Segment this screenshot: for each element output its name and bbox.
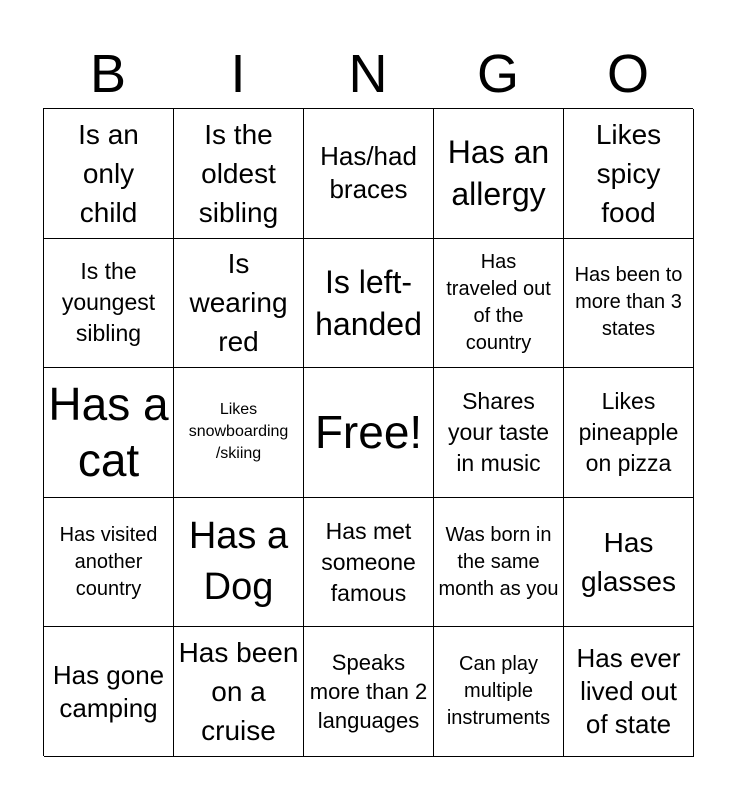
bingo-cell-r4c3[interactable] xyxy=(304,498,434,628)
bingo-cell-r3c3[interactable] xyxy=(304,368,434,498)
bingo-cell-r3c5[interactable] xyxy=(564,368,694,498)
cell-text: Has been to more than 3 states xyxy=(574,264,683,341)
bingo-cell-r2c2[interactable] xyxy=(174,239,304,369)
bingo-cell-r1c1[interactable] xyxy=(44,109,174,239)
bingo-cell-r4c1[interactable] xyxy=(44,498,174,628)
cell-text: Can play multiple instruments xyxy=(446,653,551,730)
cell-text: Shares your taste in music xyxy=(448,387,549,476)
bingo-cell-r5c2[interactable] xyxy=(174,627,304,757)
bingo-cell-r2c1[interactable] xyxy=(44,239,174,369)
cell-text: Has gone camping xyxy=(52,659,165,723)
cell-text: Is the oldest sibling xyxy=(198,118,279,228)
cell-text: Has visited another country xyxy=(59,523,158,600)
cell-text: Free! xyxy=(314,406,423,459)
bingo-cell-r3c4[interactable] xyxy=(434,368,564,498)
bingo-cell-r4c5[interactable] xyxy=(564,498,694,628)
bingo-cell-r5c5[interactable] xyxy=(564,627,694,757)
bingo-cell-r3c1[interactable] xyxy=(44,368,174,498)
bingo-cell-r1c3[interactable] xyxy=(304,109,434,239)
bingo-cell-r3c2[interactable] xyxy=(174,368,304,498)
cell-text: Has an allergy xyxy=(447,134,550,213)
header-letter-o: O xyxy=(606,44,649,104)
bingo-cell-r2c5[interactable] xyxy=(564,239,694,369)
cell-text: Has a cat xyxy=(48,378,169,487)
bingo-grid xyxy=(43,108,693,756)
bingo-cell-r1c5[interactable] xyxy=(564,109,694,239)
cell-text: Has/had braces xyxy=(320,141,417,205)
cell-text: Has been on a cruise xyxy=(178,637,299,747)
header-letter-i: I xyxy=(230,44,246,104)
bingo-cell-r4c2[interactable] xyxy=(174,498,304,628)
cell-text: Likes spicy food xyxy=(595,118,662,228)
bingo-cell-r2c3[interactable] xyxy=(304,239,434,369)
cell-text: Is an only child xyxy=(78,118,139,228)
cell-text: Is wearing red xyxy=(189,248,288,358)
header-letter-b: B xyxy=(89,44,127,104)
bingo-cell-r5c4[interactable] xyxy=(434,627,564,757)
bingo-cell-r1c4[interactable] xyxy=(434,109,564,239)
cell-text: Is left-handed xyxy=(315,263,422,342)
cell-text: Was born in the same month as you xyxy=(438,523,559,600)
cell-text: Has a Dog xyxy=(188,515,289,609)
cell-text: Has ever lived out of state xyxy=(576,643,681,740)
header-letter-n: N xyxy=(348,44,388,104)
bingo-cell-r1c2[interactable] xyxy=(174,109,304,239)
bingo-cell-r5c3[interactable] xyxy=(304,627,434,757)
cell-text: Likes snowboarding /skiing xyxy=(188,401,289,463)
cell-text: Has traveled out of the country xyxy=(446,250,551,354)
cell-text: Has met someone famous xyxy=(321,517,416,606)
cell-text: Is the youngest sibling xyxy=(61,258,156,347)
bingo-cell-r4c4[interactable] xyxy=(434,498,564,628)
header-letter-g: G xyxy=(476,44,519,104)
cell-text: Has glasses xyxy=(581,527,676,598)
bingo-cell-r2c4[interactable] xyxy=(434,239,564,369)
bingo-cell-r5c1[interactable] xyxy=(44,627,174,757)
bingo-header xyxy=(43,40,693,108)
cell-text: Likes pineapple on pizza xyxy=(578,387,679,476)
cell-text: Speaks more than 2 languages xyxy=(309,650,428,734)
